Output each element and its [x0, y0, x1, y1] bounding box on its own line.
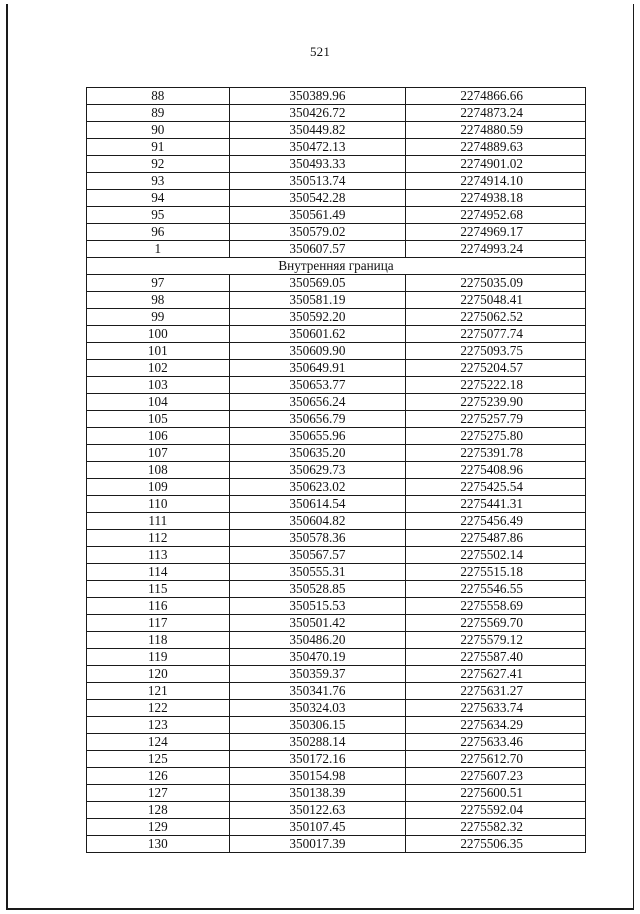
table-row [87, 479, 586, 496]
x-coordinate-cell: 350555.31 [229, 564, 406, 581]
table-row [87, 309, 586, 326]
point-number-cell: 101 [87, 343, 230, 360]
point-number-cell: 122 [87, 700, 230, 717]
x-coordinate-cell: 350513.74 [229, 173, 406, 190]
y-coordinate-cell: 2275093.75 [406, 343, 586, 360]
point-number-cell: 120 [87, 666, 230, 683]
y-coordinate-cell: 2275222.18 [406, 377, 586, 394]
table-body [87, 88, 586, 853]
y-coordinate-cell: 2275600.51 [406, 785, 586, 802]
x-coordinate-cell: 350601.62 [229, 326, 406, 343]
section-heading-row [87, 258, 586, 275]
point-number-cell: 97 [87, 275, 230, 292]
point-number-cell: 98 [87, 292, 230, 309]
point-number-cell: 89 [87, 105, 230, 122]
table-row [87, 343, 586, 360]
y-coordinate-cell: 2275612.70 [406, 751, 586, 768]
table-row [87, 377, 586, 394]
table-row [87, 105, 586, 122]
y-coordinate-cell: 2275607.23 [406, 768, 586, 785]
point-number-cell: 115 [87, 581, 230, 598]
point-number-cell: 106 [87, 428, 230, 445]
x-coordinate-cell: 350656.24 [229, 394, 406, 411]
point-number-cell: 110 [87, 496, 230, 513]
x-coordinate-cell: 350501.42 [229, 615, 406, 632]
table-row [87, 717, 586, 734]
table-row [87, 360, 586, 377]
table-row [87, 530, 586, 547]
table-row [87, 428, 586, 445]
table-row [87, 241, 586, 258]
table-row [87, 513, 586, 530]
x-coordinate-cell: 350122.63 [229, 802, 406, 819]
x-coordinate-cell: 350154.98 [229, 768, 406, 785]
table-row [87, 88, 586, 105]
x-coordinate-cell: 350470.19 [229, 649, 406, 666]
point-number-cell: 125 [87, 751, 230, 768]
point-number-cell: 108 [87, 462, 230, 479]
point-number-cell: 114 [87, 564, 230, 581]
point-number-cell: 105 [87, 411, 230, 428]
y-coordinate-cell: 2275631.27 [406, 683, 586, 700]
x-coordinate-cell: 350515.53 [229, 598, 406, 615]
y-coordinate-cell: 2275546.55 [406, 581, 586, 598]
y-coordinate-cell: 2275569.70 [406, 615, 586, 632]
coordinates-table [86, 87, 586, 853]
table-row [87, 615, 586, 632]
y-coordinate-cell: 2275487.86 [406, 530, 586, 547]
point-number-cell: 121 [87, 683, 230, 700]
point-number-cell: 109 [87, 479, 230, 496]
y-coordinate-cell: 2275515.18 [406, 564, 586, 581]
table-row [87, 785, 586, 802]
x-coordinate-cell: 350017.39 [229, 836, 406, 853]
point-number-cell: 90 [87, 122, 230, 139]
point-number-cell: 126 [87, 768, 230, 785]
point-number-cell: 93 [87, 173, 230, 190]
point-number-cell: 118 [87, 632, 230, 649]
table-row [87, 190, 586, 207]
table-row [87, 394, 586, 411]
point-number-cell: 113 [87, 547, 230, 564]
point-number-cell: 130 [87, 836, 230, 853]
y-coordinate-cell: 2275441.31 [406, 496, 586, 513]
point-number-cell: 128 [87, 802, 230, 819]
x-coordinate-cell: 350138.39 [229, 785, 406, 802]
table-row [87, 207, 586, 224]
y-coordinate-cell: 2275502.14 [406, 547, 586, 564]
x-coordinate-cell: 350614.54 [229, 496, 406, 513]
point-number-cell: 96 [87, 224, 230, 241]
table-row [87, 411, 586, 428]
table-row [87, 734, 586, 751]
x-coordinate-cell: 350656.79 [229, 411, 406, 428]
y-coordinate-cell: 2275077.74 [406, 326, 586, 343]
x-coordinate-cell: 350486.20 [229, 632, 406, 649]
x-coordinate-cell: 350359.37 [229, 666, 406, 683]
y-coordinate-cell: 2274993.24 [406, 241, 586, 258]
table-row [87, 224, 586, 241]
y-coordinate-cell: 2275558.69 [406, 598, 586, 615]
y-coordinate-cell: 2274889.63 [406, 139, 586, 156]
point-number-cell: 100 [87, 326, 230, 343]
x-coordinate-cell: 350172.16 [229, 751, 406, 768]
y-coordinate-cell: 2275582.32 [406, 819, 586, 836]
y-coordinate-cell: 2275204.57 [406, 360, 586, 377]
y-coordinate-cell: 2274952.68 [406, 207, 586, 224]
point-number-cell: 102 [87, 360, 230, 377]
y-coordinate-cell: 2274866.66 [406, 88, 586, 105]
x-coordinate-cell: 350592.20 [229, 309, 406, 326]
y-coordinate-cell: 2275239.90 [406, 394, 586, 411]
y-coordinate-cell: 2275634.29 [406, 717, 586, 734]
y-coordinate-cell: 2275062.52 [406, 309, 586, 326]
point-number-cell: 112 [87, 530, 230, 547]
x-coordinate-cell: 350581.19 [229, 292, 406, 309]
table-row [87, 683, 586, 700]
table-row [87, 122, 586, 139]
table-row [87, 275, 586, 292]
y-coordinate-cell: 2275048.41 [406, 292, 586, 309]
x-coordinate-cell: 350607.57 [229, 241, 406, 258]
x-coordinate-cell: 350578.36 [229, 530, 406, 547]
y-coordinate-cell: 2274938.18 [406, 190, 586, 207]
point-number-cell: 116 [87, 598, 230, 615]
table-row [87, 666, 586, 683]
y-coordinate-cell: 2275456.49 [406, 513, 586, 530]
x-coordinate-cell: 350604.82 [229, 513, 406, 530]
x-coordinate-cell: 350623.02 [229, 479, 406, 496]
x-coordinate-cell: 350426.72 [229, 105, 406, 122]
x-coordinate-cell: 350567.57 [229, 547, 406, 564]
point-number-cell: 117 [87, 615, 230, 632]
x-coordinate-cell: 350528.85 [229, 581, 406, 598]
table-row [87, 139, 586, 156]
table-row [87, 649, 586, 666]
x-coordinate-cell: 350107.45 [229, 819, 406, 836]
x-coordinate-cell: 350324.03 [229, 700, 406, 717]
table-row [87, 751, 586, 768]
table-row [87, 819, 586, 836]
point-number-cell: 103 [87, 377, 230, 394]
y-coordinate-cell: 2274901.02 [406, 156, 586, 173]
point-number-cell: 111 [87, 513, 230, 530]
table-row [87, 445, 586, 462]
table-row [87, 547, 586, 564]
table-row [87, 564, 586, 581]
table-row [87, 496, 586, 513]
point-number-cell: 129 [87, 819, 230, 836]
x-coordinate-cell: 350569.05 [229, 275, 406, 292]
point-number-cell: 107 [87, 445, 230, 462]
point-number-cell: 1 [87, 241, 230, 258]
y-coordinate-cell: 2274914.10 [406, 173, 586, 190]
x-coordinate-cell: 350579.02 [229, 224, 406, 241]
y-coordinate-cell: 2275633.46 [406, 734, 586, 751]
table-row [87, 173, 586, 190]
x-coordinate-cell: 350341.76 [229, 683, 406, 700]
table-row [87, 156, 586, 173]
x-coordinate-cell: 350493.33 [229, 156, 406, 173]
point-number-cell: 124 [87, 734, 230, 751]
point-number-cell: 127 [87, 785, 230, 802]
y-coordinate-cell: 2274880.59 [406, 122, 586, 139]
x-coordinate-cell: 350306.15 [229, 717, 406, 734]
x-coordinate-cell: 350472.13 [229, 139, 406, 156]
y-coordinate-cell: 2274969.17 [406, 224, 586, 241]
point-number-cell: 91 [87, 139, 230, 156]
y-coordinate-cell: 2275633.74 [406, 700, 586, 717]
table-row [87, 836, 586, 853]
y-coordinate-cell: 2275506.35 [406, 836, 586, 853]
y-coordinate-cell: 2274873.24 [406, 105, 586, 122]
x-coordinate-cell: 350288.14 [229, 734, 406, 751]
section-heading: Внутренняя граница [87, 258, 586, 275]
point-number-cell: 92 [87, 156, 230, 173]
y-coordinate-cell: 2275425.54 [406, 479, 586, 496]
table-row [87, 598, 586, 615]
y-coordinate-cell: 2275257.79 [406, 411, 586, 428]
y-coordinate-cell: 2275035.09 [406, 275, 586, 292]
point-number-cell: 88 [87, 88, 230, 105]
x-coordinate-cell: 350609.90 [229, 343, 406, 360]
x-coordinate-cell: 350542.28 [229, 190, 406, 207]
y-coordinate-cell: 2275275.80 [406, 428, 586, 445]
table-row [87, 700, 586, 717]
point-number-cell: 99 [87, 309, 230, 326]
point-number-cell: 94 [87, 190, 230, 207]
x-coordinate-cell: 350649.91 [229, 360, 406, 377]
table-row [87, 632, 586, 649]
table-row [87, 292, 586, 309]
point-number-cell: 95 [87, 207, 230, 224]
y-coordinate-cell: 2275627.41 [406, 666, 586, 683]
x-coordinate-cell: 350629.73 [229, 462, 406, 479]
table-row [87, 581, 586, 598]
x-coordinate-cell: 350561.49 [229, 207, 406, 224]
y-coordinate-cell: 2275391.78 [406, 445, 586, 462]
x-coordinate-cell: 350655.96 [229, 428, 406, 445]
y-coordinate-cell: 2275408.96 [406, 462, 586, 479]
point-number-cell: 104 [87, 394, 230, 411]
x-coordinate-cell: 350635.20 [229, 445, 406, 462]
table-row [87, 802, 586, 819]
page-number: 521 [309, 44, 331, 59]
table-row [87, 462, 586, 479]
point-number-cell: 123 [87, 717, 230, 734]
y-coordinate-cell: 2275592.04 [406, 802, 586, 819]
point-number-cell: 119 [87, 649, 230, 666]
x-coordinate-cell: 350389.96 [229, 88, 406, 105]
x-coordinate-cell: 350449.82 [229, 122, 406, 139]
y-coordinate-cell: 2275579.12 [406, 632, 586, 649]
y-coordinate-cell: 2275587.40 [406, 649, 586, 666]
table-row [87, 768, 586, 785]
table-row [87, 326, 586, 343]
x-coordinate-cell: 350653.77 [229, 377, 406, 394]
